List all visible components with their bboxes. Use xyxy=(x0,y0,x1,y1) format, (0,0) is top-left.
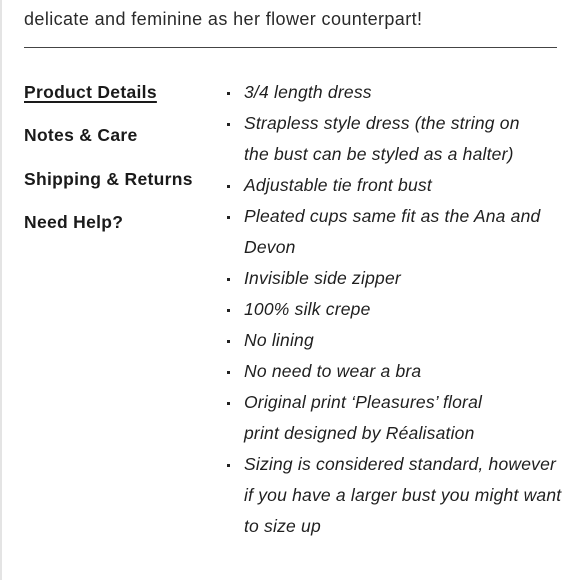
list-item xyxy=(224,449,564,542)
section-divider xyxy=(24,47,557,48)
list-item-text: Sizing is considered standard, however if you have a larger bust you might want to size up xyxy=(244,454,562,536)
tab-need-help[interactable]: Need Help? xyxy=(24,211,124,232)
product-description-text: delicate and feminine as her flower counterpart! xyxy=(24,9,423,29)
product-info-tabs xyxy=(24,82,193,255)
product-details-list xyxy=(224,77,564,542)
list-item xyxy=(224,201,564,263)
bullet-icon xyxy=(227,201,230,232)
list-item xyxy=(224,77,564,108)
bullet-icon xyxy=(227,449,230,480)
list-item-text: 3/4 length dress xyxy=(244,82,372,102)
list-item-text: Pleated cups same fit as the Ana and Devon xyxy=(244,206,541,257)
content-left-border xyxy=(0,0,2,580)
bullet-icon xyxy=(227,170,230,201)
bullet-icon xyxy=(227,263,230,294)
bullet-icon xyxy=(227,325,230,356)
bullet-icon xyxy=(227,387,230,418)
list-item-text: Original print ‘Pleasures’ floral print designed by Réalisation xyxy=(244,392,483,443)
list-item xyxy=(224,294,564,325)
list-item-text: Strapless style dress (the string on the bust can be styled as a halter) xyxy=(244,113,520,164)
list-item xyxy=(224,170,564,201)
bullet-icon xyxy=(227,108,230,139)
bullet-icon xyxy=(227,356,230,387)
list-item xyxy=(224,325,564,356)
tab-shipping-returns[interactable]: Shipping & Returns xyxy=(24,168,193,189)
list-item-text: Adjustable tie front bust xyxy=(244,175,432,195)
list-item xyxy=(224,108,564,170)
list-item-text: Invisible side zipper xyxy=(244,268,401,288)
tab-product-details[interactable]: Product Details xyxy=(24,82,157,102)
bullet-icon xyxy=(227,294,230,325)
list-item-text: No need to wear a bra xyxy=(244,361,422,381)
list-item-text: 100% silk crepe xyxy=(244,299,371,319)
list-item xyxy=(224,263,564,294)
tab-notes-care[interactable]: Notes & Care xyxy=(24,125,138,146)
list-item xyxy=(224,356,564,387)
list-item-text: No lining xyxy=(244,330,314,350)
bullet-icon xyxy=(227,77,230,108)
list-item xyxy=(224,387,564,449)
